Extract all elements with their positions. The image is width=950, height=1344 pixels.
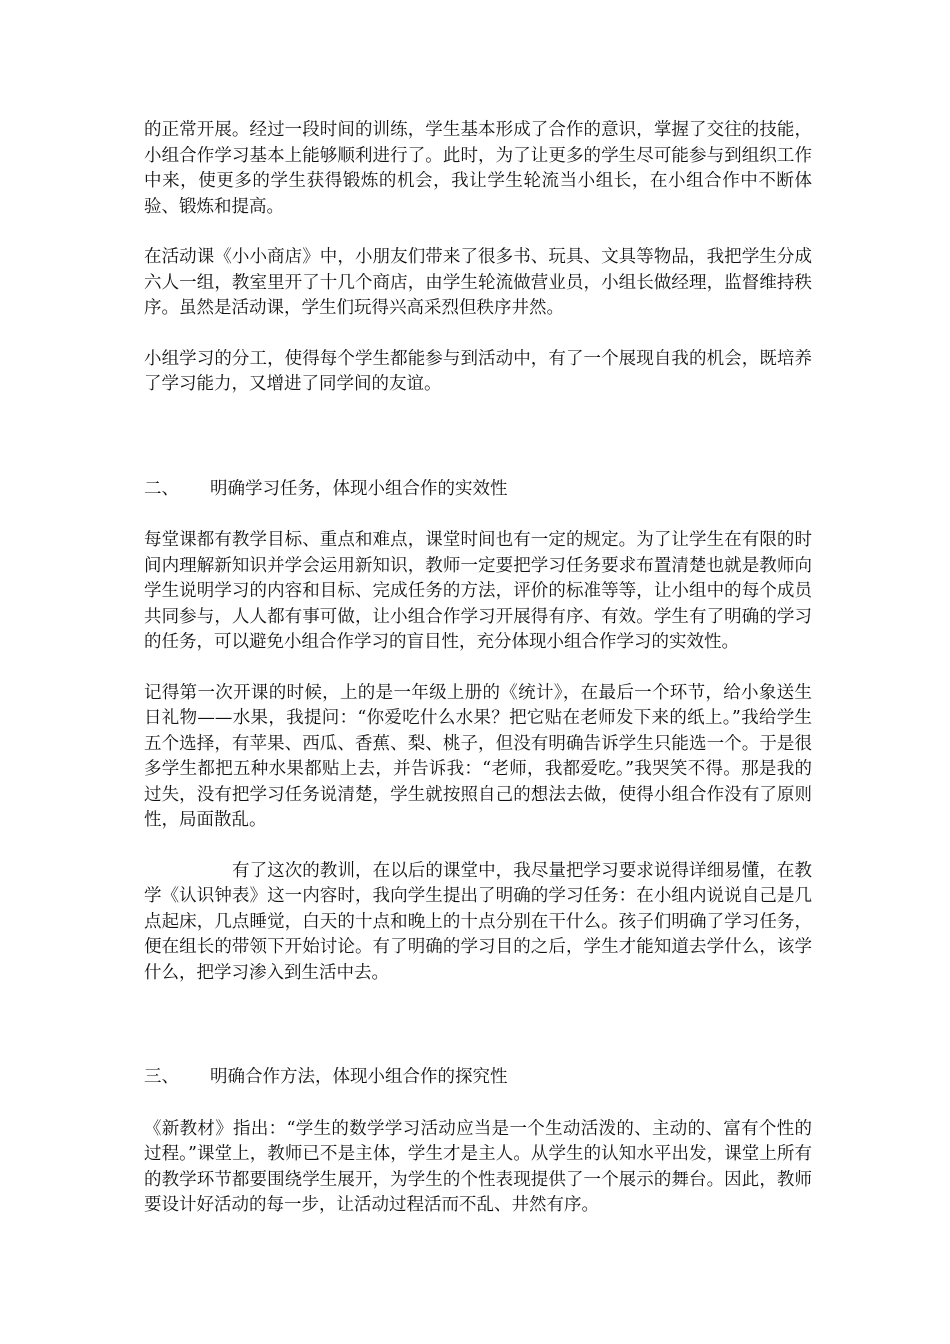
section-heading-3 (144, 1065, 812, 1091)
section-heading-2 (144, 477, 812, 503)
document-body (144, 118, 812, 1244)
section-title-2: 明确学习任务，体现小组合作的实效性 (210, 478, 508, 499)
paragraph-section3-1: 《新教材》指出：“学生的数学学习活动应当是一个生动活泼的、主动的、富有个性的过程。”课堂上，教师已不是主体，学生才是主人。从学生的认知水平出发，课堂上所有的教学环节都要围绕学生展开，为学生的个性表现提供了一个展示的舞台。因此，教师要设计好活动的每一步，让活动过程活而不乱、井然有序。 (144, 1118, 812, 1215)
section-spacer (144, 1011, 812, 1065)
section-spacer (144, 423, 812, 477)
paragraph-section2-2: 记得第一次开课的时候，上的是一年级上册的《统计》，在最后一个环节，给小象送生日礼物——水果，我提问：“你爱吃什么水果？把它贴在老师发下来的纸上。”我给学生五个选择，有苹果、西瓜、香蕉、梨、桃子，但没有明确告诉学生只能选一个。于是很多学生都把五种水果都贴上去，并告诉我：“老师，我都爱吃。”我哭笑不得。那是我的过失，没有把学习任务说清楚，学生就按照自己的想法去做，使得小组合作没有了原则性，局面散乱。 (144, 682, 812, 830)
section-number-2: 二、 (144, 478, 179, 499)
paragraph-section2-1: 每堂课都有教学目标、重点和难点，课堂时间也有一定的规定。为了让学生在有限的时间内理解新知识并学会运用新知识，教师一定要把学习任务要求布置清楚也就是教师向学生说明学习的内容和目标、完成任务的方法，评价的标准等等，让小组中的每个成员共同参与，人人都有事可做，让小组合作学习开展得有序、有效。学生有了明确的学习的任务，可以避免小组合作学习的盲目性，充分体现小组合作学习的实效性。 (144, 530, 812, 652)
paragraph-intro-3: 小组学习的分工，使得每个学生都能参与到活动中，有了一个展现自我的机会，既培养了学习能力，又增进了同学间的友谊。 (144, 348, 812, 394)
paragraph-intro-2: 在活动课《小小商店》中，小朋友们带来了很多书、玩具、文具等物品，我把学生分成六人一组，教室里开了十几个商店，由学生轮流做营业员，小组长做经理，监督维持秩序。虽然是活动课，学生们玩得兴高采烈但秩序井然。 (144, 247, 812, 318)
section-number-3: 三、 (144, 1067, 179, 1087)
paragraph-section2-3: 有了这次的教训，在以后的课堂中，我尽量把学习要求说得详细易懂，在教学《认识钟表》这一内容时，我向学生提出了明确的学习任务：在小组内说说自己是几点起床，几点睡觉，白天的十点和晚上的十点分别在干什么。孩子们明确了学习任务，便在组长的带领下开始讨论。有了明确的学习目的之后，学生才能知道去学什么，该学什么，把学习渗入到生活中去。 (144, 860, 812, 983)
paragraph-intro-1: 的正常开展。经过一段时间的训练，学生基本形成了合作的意识，掌握了交往的技能，小组合作学习基本上能够顺利进行了。此时，为了让更多的学生尽可能参与到组织工作中来，使更多的学生获得锻炼的机会，我让学生轮流当小组长，在小组合作中不断体验、锻炼和提高。 (144, 120, 812, 217)
section-title-3: 明确合作方法，体现小组合作的探究性 (210, 1067, 508, 1087)
